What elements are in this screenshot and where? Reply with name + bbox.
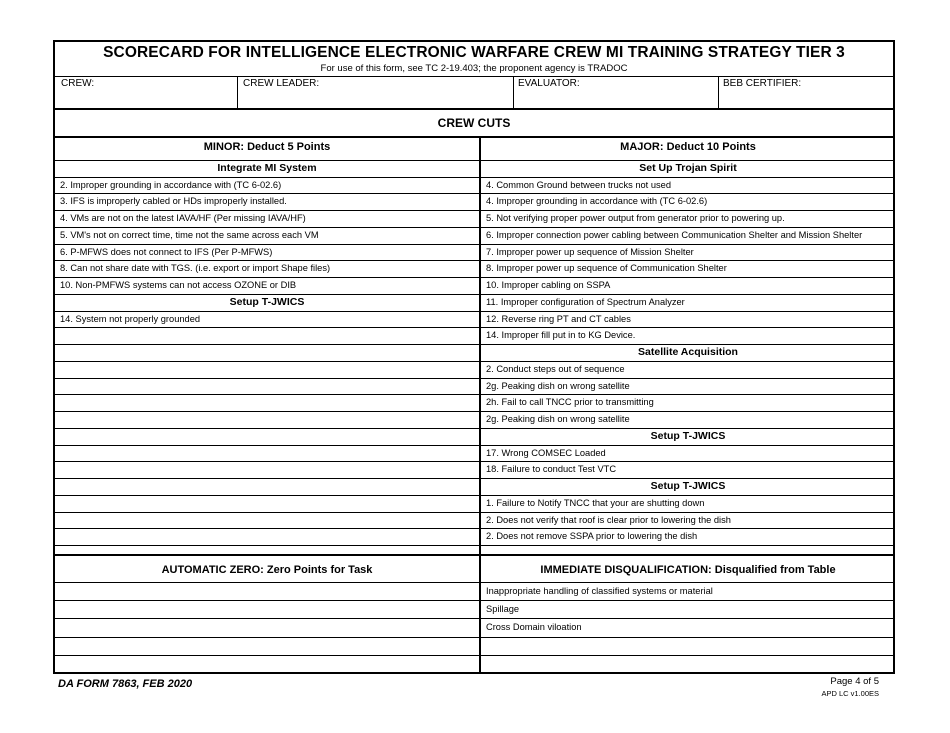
divider (55, 411, 893, 412)
divider (55, 160, 893, 161)
form-version: APD LC v1.00ES (821, 689, 879, 698)
major-deduction-item: 5. Not verifying proper power output from generator prior to powering up. (486, 213, 785, 224)
major-deduction-header: MAJOR: Deduct 10 Points (620, 141, 756, 153)
divider (55, 227, 893, 228)
divider (55, 512, 893, 513)
major-deduction-item: 14. Improper fill put in to KG Device. (486, 330, 636, 341)
divider (55, 260, 893, 261)
divider (55, 655, 893, 656)
divider (55, 495, 893, 496)
divider (55, 210, 893, 211)
minor-deduction-item: 8. Can not share date with TGS. (i.e. export or import Shape files) (60, 263, 331, 274)
divider (55, 361, 893, 362)
minor-deduction-item: 6. P-MFWS does not connect to IFS (Per P-MFWS) (60, 246, 273, 257)
divider (55, 394, 893, 395)
disqualification-item: Spillage (486, 604, 520, 615)
automatic-zero-header: AUTOMATIC ZERO: Zero Points for Task (161, 564, 373, 576)
minor-deduction-item: 2. Improper grounding in accordance with (TC 6-02.6) (60, 179, 282, 190)
major-deduction-item: 17. Wrong COMSEC Loaded (486, 447, 606, 458)
minor-deduction-item: 5. VM's not on correct time, time not the same across each VM (60, 229, 319, 240)
divider (55, 637, 893, 638)
major-deduction-item: 10. Improper cabling on SSPA (486, 280, 611, 291)
divider (55, 76, 893, 77)
page-number: Page 4 of 5 (830, 676, 879, 687)
evaluator-field-label: EVALUATOR: (518, 78, 580, 89)
major-deduction-subheader: Setup T-JWICS (650, 480, 726, 493)
divider (55, 673, 893, 674)
divider (55, 344, 893, 345)
divider (55, 311, 893, 312)
major-deduction-item: 18. Failure to conduct Test VTC (486, 464, 617, 475)
divider (55, 445, 893, 446)
crew-field-label: CREW: (61, 78, 95, 89)
divider (55, 378, 893, 379)
minor-deduction-item: 4. VMs are not on the latest IAVA/HF (Per missing IAVA/HF) (60, 213, 306, 224)
form-number: DA FORM 7863, FEB 2020 (58, 678, 193, 690)
major-deduction-item: 2. Conduct steps out of sequence (486, 363, 625, 374)
major-deduction-item: 12. Reverse ring PT and CT cables (486, 313, 631, 324)
divider (55, 478, 893, 479)
divider (55, 277, 893, 278)
major-deduction-item: 2g. Peaking dish on wrong satellite (486, 380, 630, 391)
major-deduction-item: 2g. Peaking dish on wrong satellite (486, 414, 630, 425)
divider (55, 136, 893, 138)
major-deduction-item: 4. Common Ground between trucks not used (486, 179, 672, 190)
form-title: SCORECARD FOR INTELLIGENCE ELECTRONIC WARFARE CREW MI TRAINING STRATEGY TIER 3 (103, 44, 845, 61)
scorecard-form (53, 40, 895, 674)
divider (55, 177, 893, 178)
major-deduction-subheader: Satellite Acquisition (638, 346, 738, 359)
disqualification-item: Inappropriate handling of classified systems or material (486, 586, 713, 596)
minor-deduction-item: 3. IFS is improperly cabled or HDs improperly installed. (60, 196, 287, 207)
immediate-disqualification-header: IMMEDIATE DISQUALIFICATION: Disqualified from Table (540, 564, 836, 576)
divider (55, 193, 893, 194)
divider (237, 76, 238, 108)
minor-deduction-subheader: Integrate MI System (217, 162, 317, 174)
minor-deduction-subheader: Setup T-JWICS (229, 295, 305, 308)
divider (55, 554, 893, 556)
divider (479, 136, 481, 672)
major-deduction-item: 1. Failure to Notify TNCC that your are shutting down (486, 497, 705, 508)
divider (55, 244, 893, 245)
major-deduction-subheader: Set Up Trojan Spirit (639, 162, 737, 174)
major-deduction-item: 2. Does not remove SSPA prior to lowering the dish (486, 531, 698, 542)
minor-deduction-item: 14. System not properly grounded (60, 313, 201, 324)
divider (55, 108, 893, 110)
divider (55, 545, 893, 546)
divider (55, 327, 893, 328)
minor-deduction-item: 10. Non-PMFWS systems can not access OZONE or DIB (60, 280, 297, 291)
divider (55, 461, 893, 462)
divider (55, 294, 893, 295)
divider (718, 76, 719, 108)
major-deduction-item: 7. Improper power up sequence of Mission Shelter (486, 246, 694, 257)
major-deduction-subheader: Setup T-JWICS (650, 429, 726, 442)
major-deduction-item: 2h. Fail to call TNCC prior to transmitting (486, 397, 654, 408)
divider (55, 428, 893, 429)
minor-deduction-header: MINOR: Deduct 5 Points (203, 141, 331, 153)
divider (55, 528, 893, 529)
divider (55, 618, 893, 619)
crew-leader-field-label: CREW LEADER: (243, 78, 320, 89)
crew-cuts-heading: CREW CUTS (437, 116, 511, 130)
disqualification-item: Cross Domain viloation (486, 622, 582, 633)
major-deduction-item: 11. Improper configuration of Spectrum Analyzer (486, 296, 685, 307)
divider (55, 600, 893, 601)
major-deduction-item: 6. Improper connection power cabling between Communication Shelter and Mission Shelter (486, 229, 863, 240)
divider (513, 76, 514, 108)
major-deduction-item: 8. Improper power up sequence of Communication Shelter (486, 263, 727, 274)
form-subtitle: For use of this form, see TC 2-19.403; the proponent agency is TRADOC (320, 63, 628, 74)
major-deduction-item: 4. Improper grounding in accordance with (TC 6-02.6) (486, 196, 708, 207)
beb-certifier-field-label: BEB CERTIFIER: (723, 78, 802, 89)
major-deduction-item: 2. Does not verify that roof is clear prior to lowering the dish (486, 514, 731, 525)
divider (55, 582, 893, 583)
